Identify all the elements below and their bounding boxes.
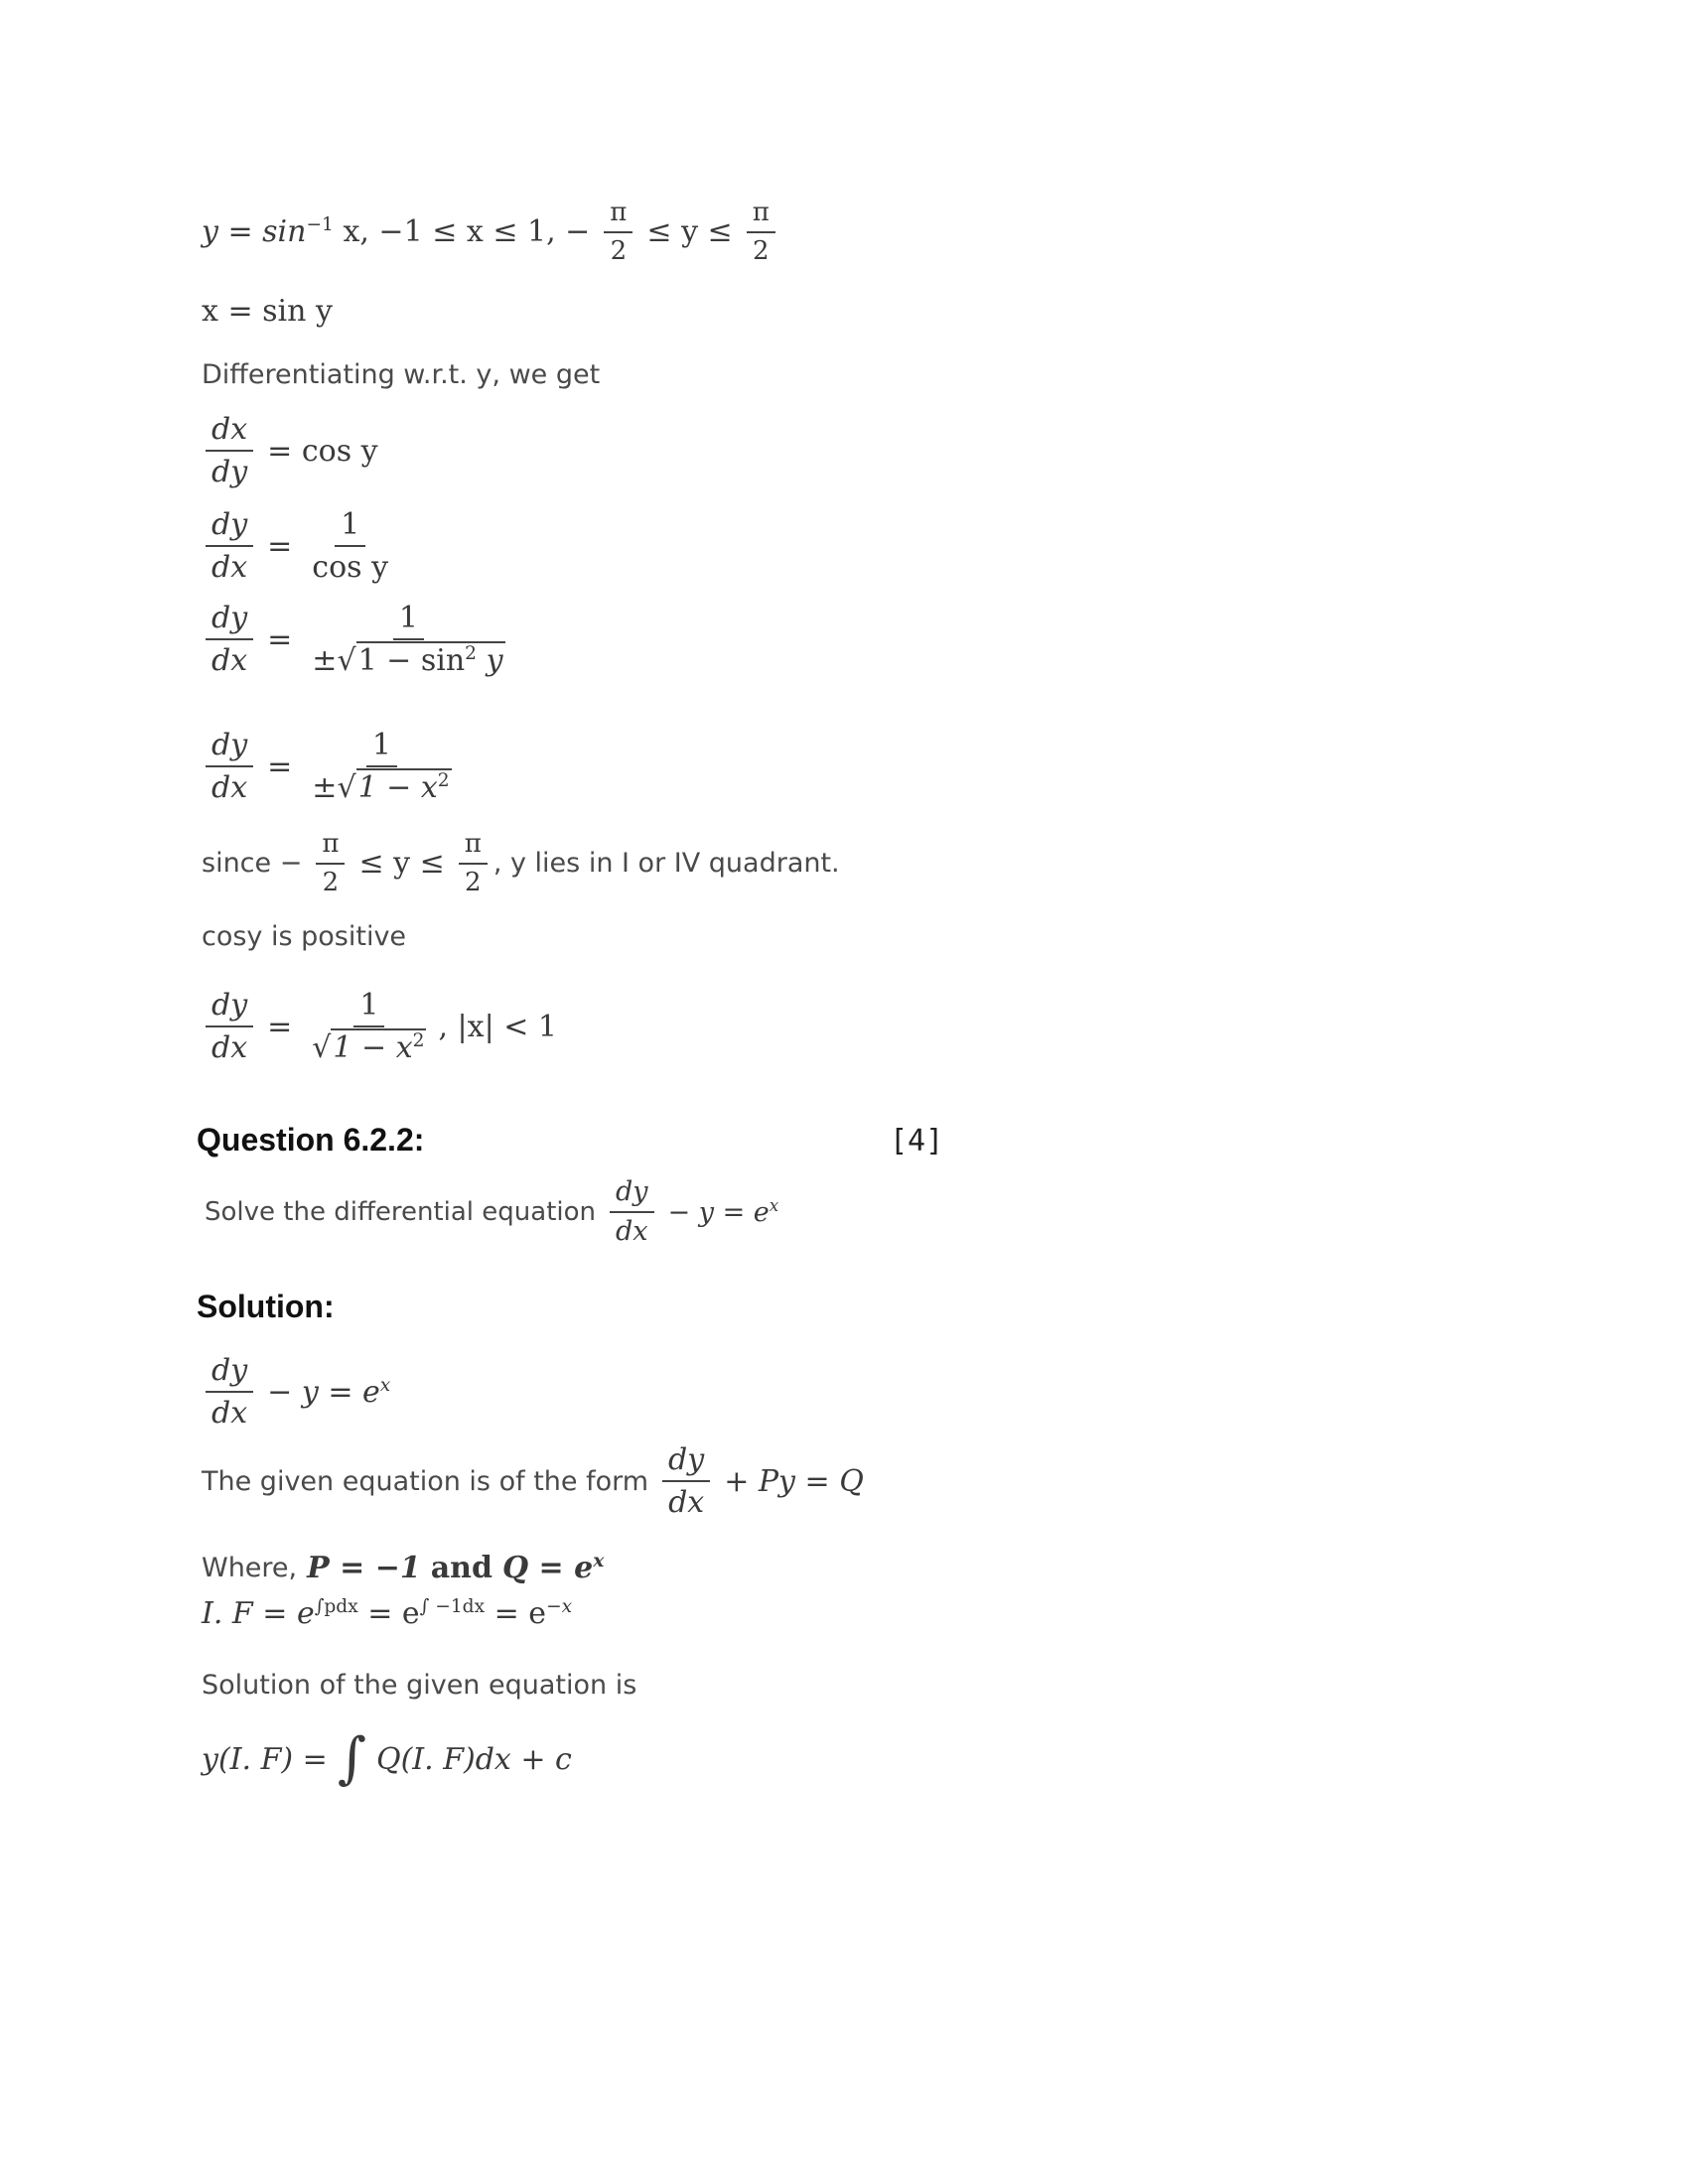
one-over-root-x: $\frac{1}{\pm√1 - x^2}$ (312, 728, 450, 805)
eq-domain: x, −1 ≤ x ≤ 1, − (343, 214, 591, 250)
equals-sign: = (267, 1009, 293, 1044)
dy-over-dx: $\frac{dy}{dx}$ (206, 602, 253, 677)
q-value: Q = e (501, 1551, 594, 1585)
pi-over-2-d: $\frac{\pi}{2}$ (459, 830, 488, 896)
if-rhs: = e (493, 1596, 547, 1631)
dy-over-dx: $\frac{dy}{dx}$ (662, 1443, 710, 1519)
if-exp2: ∫ −1dx (419, 1596, 486, 1617)
where-line: Where, P = −1 and $Q = e^x$ (202, 1551, 605, 1585)
general-solution (202, 1726, 572, 1791)
range-text: ≤ y ≤ (358, 846, 445, 882)
dy-over-dx: $\frac{dy}{dx}$ (206, 1354, 253, 1430)
dy-over-dx: $\frac{dy}{dx}$ (206, 729, 253, 804)
if-mid: = e (367, 1596, 420, 1631)
dy-over-dx: $\frac{dy}{dx}$ (206, 508, 253, 584)
equals-sign: = (267, 528, 293, 564)
where-text: Where, (202, 1553, 298, 1583)
x-equals-siny: x = sin y (202, 294, 333, 329)
final-derivative (202, 989, 557, 1064)
gs-rhs: Q(I. F)dx + c (375, 1741, 572, 1777)
eq-cosy: = cos y (267, 433, 378, 469)
p-value: P = −1 (307, 1551, 421, 1585)
pi-over-2-b: $\frac{\pi}{2}$ (747, 199, 775, 265)
question-marks: [4] (890, 1124, 944, 1159)
question-tail: − y = e (667, 1197, 770, 1229)
one-over-root-sin: $\frac{1}{\pm√1 - \sin^2 y}$ (312, 601, 503, 678)
one-over-root-x-positive: $\frac{1}{√1 - x^2}$ (312, 988, 425, 1065)
quadrant-text: , y lies in I or IV quadrant. (492, 848, 840, 880)
solution-tail: − y = e (267, 1374, 380, 1410)
form-tail: + Py = Q (724, 1463, 864, 1499)
gs-lhs: y(I. F) = (202, 1741, 328, 1777)
solution-equation: $\frac{dy}{dx}$ − $y = e^x$ (202, 1354, 390, 1430)
solution-of-text: Solution of the given equation is (202, 1670, 637, 1701)
cosy-positive-text: cosy is positive (202, 921, 407, 952)
differentiating-text: Differentiating w.r.t. y, we get (202, 359, 601, 390)
equals-sign: = (267, 749, 293, 784)
dx-over-dy: $\frac{dx}{dy}$ (206, 413, 253, 488)
integral-sign: ∫ (337, 1726, 366, 1791)
inverse-sup: −1 (306, 214, 334, 236)
form-text: The given equation is of the form (202, 1465, 649, 1497)
pi-over-2-c: $\frac{\pi}{2}$ (316, 830, 345, 896)
equals-sign: = (267, 621, 293, 657)
dydx-sin-equation (202, 602, 515, 677)
dy-over-dx: $\frac{dy}{dx}$ (206, 989, 253, 1064)
dydx-cos-equation (202, 508, 398, 584)
form-line (202, 1443, 864, 1519)
since-line (202, 830, 840, 896)
one-over-cosy: $\frac{1}{\text{cos y}}$ (312, 507, 389, 585)
domain-equation (202, 199, 779, 265)
domain-tail: , |x| < 1 (438, 1009, 557, 1044)
dxdy-equation (202, 413, 378, 488)
question-text-label: Solve the differential equation (205, 1196, 596, 1227)
solution-title: Solution: (197, 1289, 335, 1324)
if-lhs: I. F = e (202, 1596, 315, 1631)
eq-lhs: y = sin (202, 214, 307, 250)
integrating-factor (202, 1596, 572, 1631)
question-text: Solve the differential equation $\frac{dy}{dx}$ − $y = e^x$ (205, 1176, 779, 1247)
dydx-x-equation (202, 729, 462, 804)
since-text: since − (202, 848, 303, 880)
dy-over-dx: $\frac{dy}{dx}$ (610, 1177, 654, 1246)
if-exp1: ∫pdx (314, 1596, 358, 1617)
eq-range: ≤ y ≤ (646, 214, 733, 250)
question-title: Question 6.2.2: (197, 1122, 425, 1158)
and-text: and (430, 1551, 492, 1585)
pi-over-2-a: $\frac{\pi}{2}$ (604, 199, 633, 265)
if-exp3: −x (546, 1596, 573, 1617)
